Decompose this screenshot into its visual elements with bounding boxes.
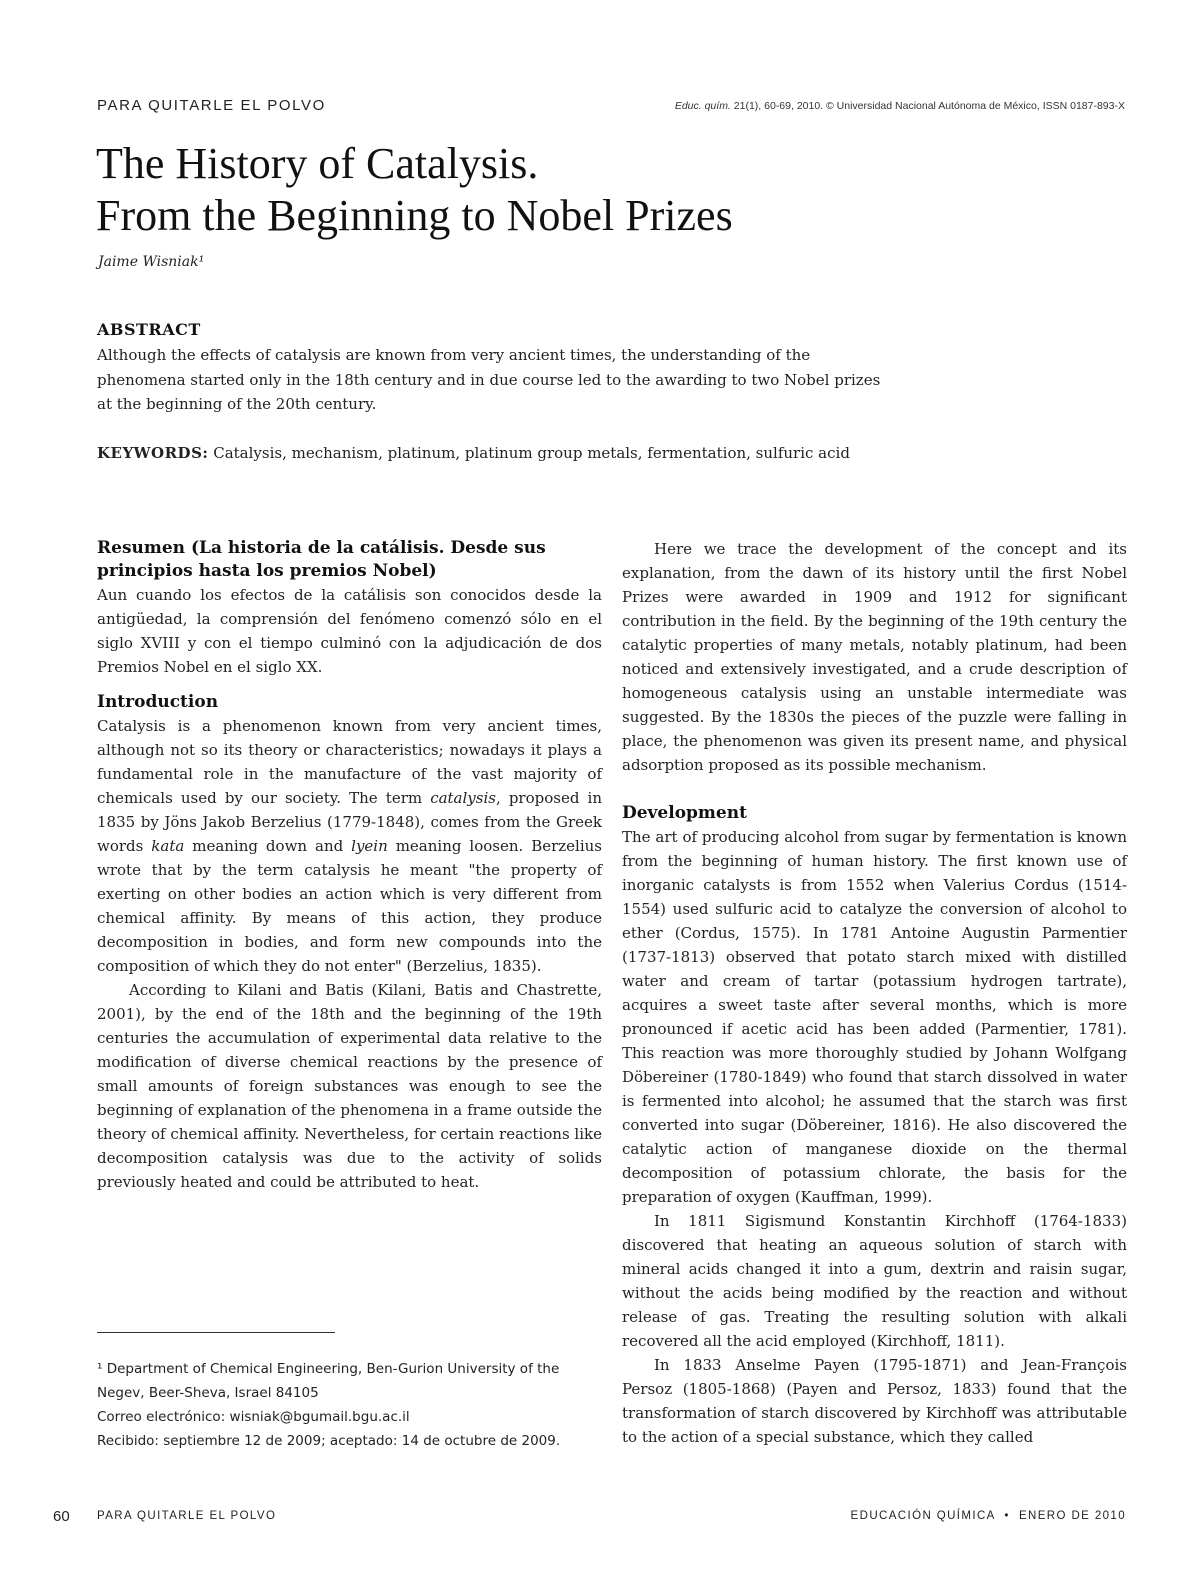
footnote-affiliation: ¹ Department of Chemical Engineering, Ben-Gurion University of the Negev, Beer-Sheva, Israel 84105: [97, 1361, 560, 1401]
right-column: [622, 537, 1127, 1449]
keywords: [97, 441, 917, 465]
footer-journal-name: EDUCACIÓN QUÍMICA: [850, 1510, 996, 1522]
intro-p1-part-d: meaning loosen. Berzelius wrote that by the term catalysis he meant "the property of exerting on other bodies an action which is very different from chemical affinity. By means of this action, they produce decomposition in bodies, and form new compounds into the composition of which they do not enter" (Berzelius, 1835).: [97, 837, 603, 975]
keywords-label: KEYWORDS:: [97, 444, 209, 462]
development-heading: Development: [622, 803, 747, 823]
resumen-text: Aun cuando los efectos de la catálisis son conocidos desde la antigüedad, la comprensión del fenómeno comenzó sólo en el siglo XVIII y con el tiempo culminó con la adjudicación de dos Premios Nobel en el siglo XX.: [97, 586, 602, 676]
email-address[interactable]: wisniak@bgumail.bgu.ac.il: [229, 1409, 410, 1425]
left-column: [97, 537, 602, 1194]
received-label: Recibido:: [97, 1433, 159, 1449]
accepted-date: 14 de octubre de 2009.: [401, 1433, 561, 1449]
received-date: septiembre 12 de 2009;: [163, 1433, 326, 1449]
running-header-section: PARA QUITARLE EL POLVO: [97, 97, 326, 114]
footer-journal: [851, 1510, 1126, 1522]
title-line-1: The History of Catalysis.: [96, 139, 539, 188]
development-paragraph-2: In 1811 Sigismund Konstantin Kirchhoff (1764-1833) discovered that heating an aqueous solution of starch with mineral acids changed it into a gum, dextrin and raisin sugar, without the acids being modified by the reaction and without release of gas. Treating the resulting solution with alkali recovered all the acid employed (Kirchhoff, 1811).: [622, 1212, 1127, 1350]
footnote-email: [97, 1405, 602, 1429]
footnotes: [97, 1357, 602, 1453]
footer-date: ENERO DE 2010: [1018, 1510, 1126, 1522]
footer-section: PARA QUITARLE EL POLVO: [97, 1510, 277, 1522]
email-label: Correo electrónico:: [97, 1409, 226, 1425]
development-paragraph-3: In 1833 Anselme Payen (1795-1871) and Jean-François Persoz (1805-1868) (Payen and Persoz, 1833) found that the transformation of starch discovered by Kirchhoff was attributable to the action of a special substance, which they called: [622, 1356, 1127, 1446]
term-lyein: lyein: [351, 837, 388, 855]
intro-paragraph-1: [97, 714, 602, 978]
page-number: 60: [53, 1508, 70, 1525]
intro-p1-part-b: , proposed in 1835 by Jöns Jakob Berzelius (1779-1848), comes from the Greek words: [97, 789, 603, 855]
keywords-list: Catalysis, mechanism, platinum, platinum group metals, fermentation, sulfuric acid: [213, 444, 850, 462]
footnote-divider: [97, 1332, 335, 1333]
intro-p1-part-c: meaning down and: [184, 837, 352, 855]
development-paragraph-1: The art of producing alcohol from sugar by fermentation is known from the beginning of human history. The first known use of inorganic catalysts is from 1552 when Valerius Cordus (1514-1554) used sulfuric acid to catalyze the conversion of alcohol to ether (Cordus, 1575). In 1781 Antoine Augustin Parmentier (1737-1813) observed that potato starch mixed with distilled water and cream of tartar (potassium hydrogen tartrate), acquires a sweet taste after several months, which is more pronounced if acetic acid has been added (Parmentier, 1781). This reaction was more thoroughly studied by Johann Wolfgang Döbereiner (1780-1849) who found that starch dissolved in water is fermented into alcohol; he assumed that the starch was first converted into sugar (Döbereiner, 1816). He also discovered the catalytic action of manganese dioxide on the thermal decomposition of potassium chlorate, the basis for the preparation of oxygen (Kauffman, 1999).: [622, 828, 1127, 1206]
right-intro-paragraph: Here we trace the development of the concept and its explanation, from the dawn of its history until the first Nobel Prizes were awarded in 1909 and 1912 for significant contribution in the field. By the beginning of the 19th century the catalytic properties of many metals, notably platinum, had been noticed and extensively investigated, and a crude description of homogeneous catalysis using an unstable intermediate was suggested. By the 1830s the pieces of the puzzle were falling in place, the phenomenon was given its present name, and physical adsorption proposed as its possible mechanism.: [622, 540, 1127, 774]
citation-details: 21(1), 60-69, 2010. © Universidad Nacional Autónoma de México, ISSN 0187-893-X: [733, 100, 1125, 112]
article-title: [96, 138, 1096, 242]
accepted-label: aceptado:: [329, 1433, 398, 1449]
journal-abbrev: Educ. quím.: [674, 100, 731, 112]
intro-p1-part-a: Catalysis is a phenomenon known from very ancient times, although not so its theory or characteristics; nowadays it plays a fundamental role in the manufacture of the vast majority of chemicals used by our society. The term: [97, 717, 602, 807]
term-kata: kata: [151, 837, 185, 855]
footnote-dates: [97, 1429, 602, 1453]
footer-separator: •: [1004, 1510, 1010, 1522]
journal-citation: [675, 100, 1125, 112]
abstract-text: Although the effects of catalysis are known from very ancient times, the understanding of the phenomena started only in the 18th century and in due course led to the awarding to two Nobel prizes at the beginning of the 20th century.: [97, 346, 881, 413]
author-name: Jaime Wisniak¹: [98, 254, 205, 270]
introduction-heading: Introduction: [97, 692, 219, 712]
abstract-heading: ABSTRACT: [97, 320, 201, 339]
resumen-heading: Resumen (La historia de la catálisis. Desde sus principios hasta los premios Nobel): [97, 538, 546, 581]
intro-paragraph-2: According to Kilani and Batis (Kilani, Batis and Chastrette, 2001), by the end of the 18th and the beginning of the 19th centuries the accumulation of experimental data relative to the modification of diverse chemical reactions by the presence of small amounts of foreign substances was enough to see the beginning of explanation of the phenomena in a frame outside the theory of chemical affinity. Nevertheless, for certain reactions like decomposition catalysis was due to the activity of solids previously heated and could be attributed to heat.: [97, 981, 602, 1191]
title-line-2: From the Beginning to Nobel Prizes: [96, 191, 733, 240]
term-catalysis: catalysis: [430, 789, 496, 807]
